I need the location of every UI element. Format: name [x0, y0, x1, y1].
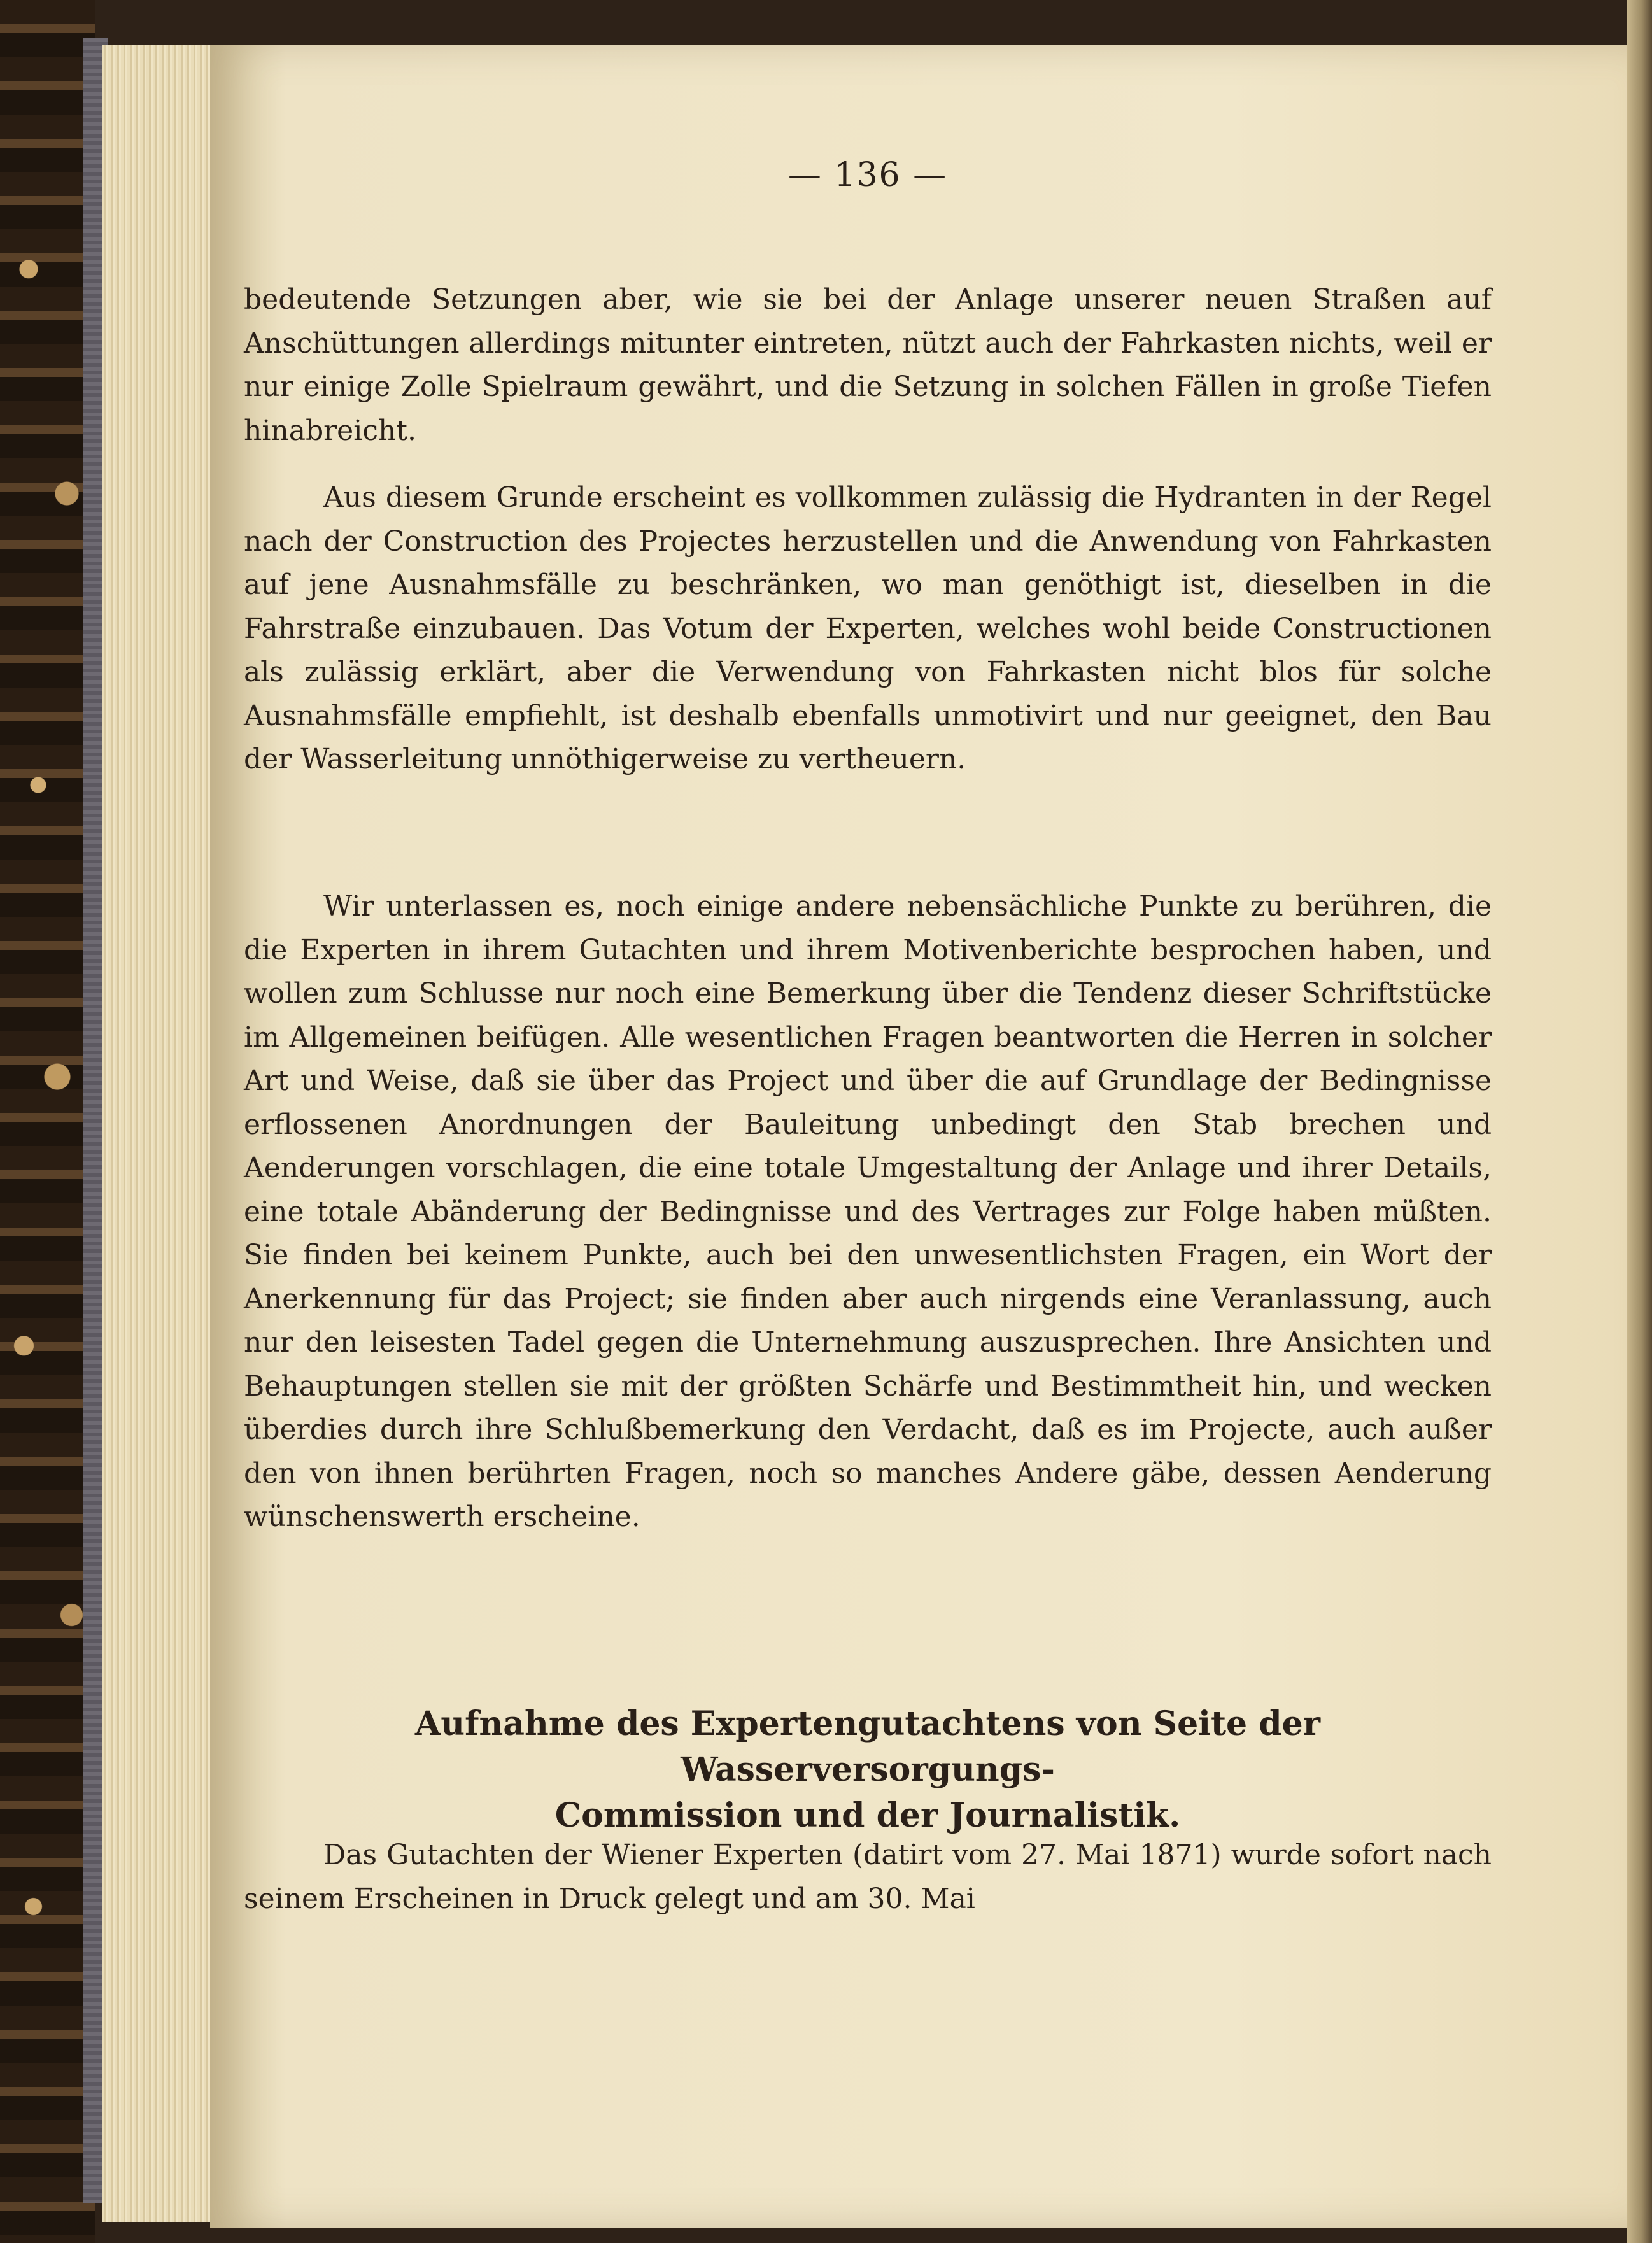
facing-page-edge [1627, 0, 1652, 2243]
paragraph-1: bedeutende Setzungen aber, wie sie bei der Anlage unserer neuen Straßen auf Anschüttungen allerdings mitunter eintreten, nützt auch der Fahrkasten nichts, weil er nur einige Zolle Spielraum gewährt, und die Setzung in solchen Fällen in große Tiefen hinabreicht. [244, 283, 1492, 447]
paragraph-4: Das Gutachten der Wiener Experten (datirt vom 27. Mai 1871) wurde sofort nach seinem Erscheinen in Druck gelegt und am 30. Mai [244, 1839, 1492, 1915]
section-heading-line-2: Commission und der Journalistik. [554, 1796, 1181, 1835]
paragraph-3: Wir unterlassen es, noch einige andere nebensächliche Punkte zu berühren, die die Experten in ihrem Gutachten und ihrem Motivenberichte besprochen haben, und wollen zum Schlusse nur noch eine Bemerkung über die Tendenz dieser Schriftstücke im Allgemeinen beifügen. Alle wesentlichen Fragen beantworten die Herren in solcher Art und Weise, daß sie über das Project und über die auf Grundlage der Bedingnisse erflossenen Anordnungen der Bauleitung unbedingt den Stab brechen und Aenderungen vorschlagen, die eine totale Umgestaltung der Anlage und ihrer Details, eine totale Abänderung der Bedingnisse und des Vertrages zur Folge haben müßten. Sie finden bei keinem Punkte, auch bei den unwesentlichsten Fragen, ein Wort der Anerkennung für das Project; sie finden aber auch nirgends eine Veranlassung, auch nur den leisesten Tadel gegen die Unternehmung auszusprechen. Ihre Ansichten und Behauptungen stellen sie mit der größten Schärfe und Bestimmtheit hin, und wecken überdies durch ihre Schlußbemerkung den Verdacht, daß es im Projecte, auch außer den von ihnen berührten Fragen, noch so manches Andere gäbe, dessen Aenderung wünschenswerth erscheine. [244, 890, 1492, 1533]
marbled-edge [0, 0, 95, 2243]
section-heading [244, 1701, 1492, 1839]
section-heading-line-1: Aufnahme des Expertengutachtens von Seite der Wasserversorgungs- [414, 1704, 1321, 1789]
paragraph-2: Aus diesem Grunde erscheint es vollkommen zulässig die Hydranten in der Regel nach der Construction des Projectes herzustellen und die Anwendung von Fahrkasten auf jene Ausnahmsfälle zu beschränken, wo man genöthigt ist, dieselben in die Fahrstraße einzubauen. Das Votum der Experten, welches wohl beide Constructionen als zulässig erklärt, aber die Verwendung von Fahrkasten nicht blos für solche Ausnahmsfälle empfiehlt, ist deshalb ebenfalls unmotivirt und nur geeignet, den Bau der Wasserleitung unnöthigerweise zu vertheuern. [244, 481, 1492, 775]
page-number: — 136 — [787, 156, 948, 194]
